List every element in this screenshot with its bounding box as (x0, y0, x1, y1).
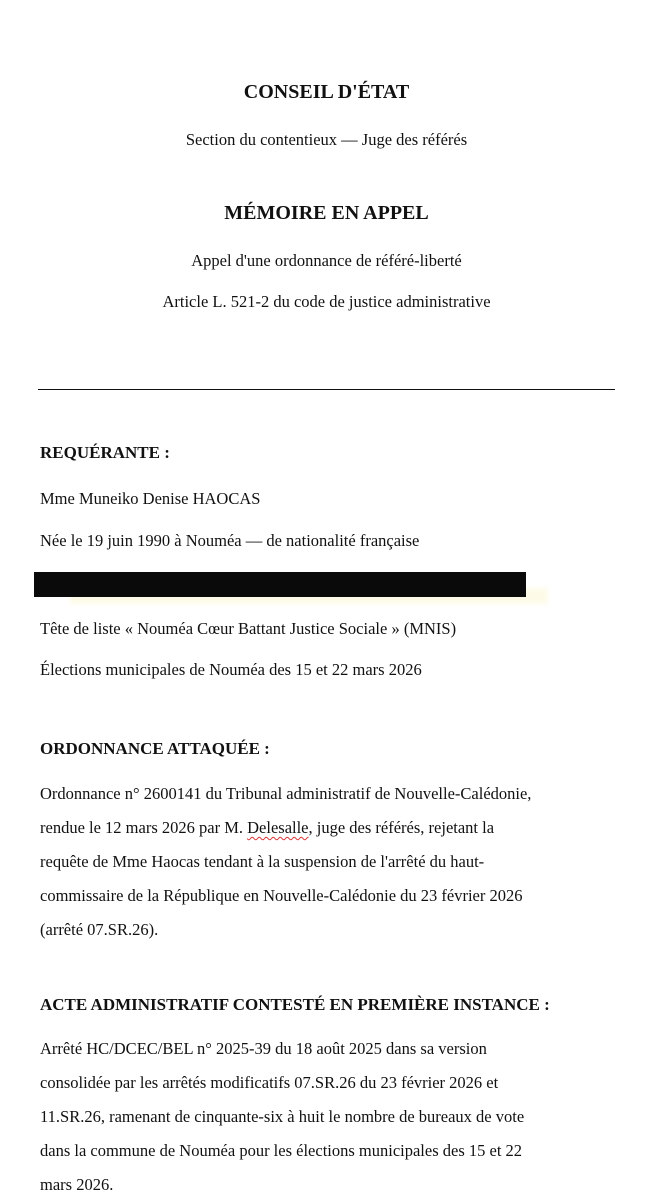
acte-line: mars 2026. (40, 1175, 114, 1194)
requerante-elections: Élections municipales de Nouméa des 15 et 22 mars 2026 (40, 660, 422, 679)
ordonnance-line-3: requête de Mme Haocas tendant à la suspension de l'arrêté du haut- (40, 852, 485, 871)
requerante-list: Tête de liste « Nouméa Cœur Battant Justice Sociale » (MNIS) (40, 619, 457, 638)
acte-line: Arrêté HC/DCEC/BEL n° 2025-39 du 18 août 2025 dans sa version (40, 1039, 487, 1058)
ordonnance-paragraph (40, 777, 615, 947)
horizontal-rule (38, 389, 615, 390)
redaction-bar (34, 572, 526, 597)
acte-paragraph (40, 1032, 615, 1202)
ordonnance-line-4: commissaire de la République en Nouvelle-Calédonie du 23 février 2026 (40, 886, 523, 905)
ordonnance-line-5: (arrêté 07.SR.26). (40, 920, 159, 939)
requerante-name: Mme Muneiko Denise HAOCAS (40, 489, 261, 508)
acte-heading: ACTE ADMINISTRATIF CONTESTÉ EN PREMIÈRE INSTANCE : (40, 995, 550, 1014)
requerante-heading: REQUÉRANTE : (40, 443, 170, 462)
court-title: CONSEIL D'ÉTAT (243, 81, 410, 103)
ordonnance-line-2-pre: rendue le 12 mars 2026 par M. (40, 818, 248, 837)
acte-line: dans la commune de Nouméa pour les élections municipales des 15 et 22 (40, 1141, 523, 1160)
requerante-birth: Née le 19 juin 1990 à Nouméa — de nationalité française (40, 531, 420, 550)
ordonnance-line-1: Ordonnance n° 2600141 du Tribunal administratif de Nouvelle-Calédonie, (40, 784, 532, 803)
appeal-type: Appel d'une ordonnance de référé-liberté (191, 251, 462, 270)
document-title: MÉMOIRE EN APPEL (224, 202, 429, 224)
section-subtitle: Section du contentieux — Juge des référés (185, 130, 468, 149)
acte-line: consolidée par les arrêtés modificatifs 07.SR.26 du 23 février 2026 et (40, 1073, 499, 1092)
article-reference: Article L. 521-2 du code de justice administrative (162, 292, 491, 311)
judge-name: Delesalle (247, 818, 309, 837)
ordonnance-heading: ORDONNANCE ATTAQUÉE : (40, 739, 270, 758)
ordonnance-line-2-post: , juge des référés, rejetant la (308, 818, 495, 837)
acte-line: 11.SR.26, ramenant de cinquante-six à huit le nombre de bureaux de vote (40, 1107, 525, 1126)
ordonnance-line-2 (40, 811, 615, 845)
